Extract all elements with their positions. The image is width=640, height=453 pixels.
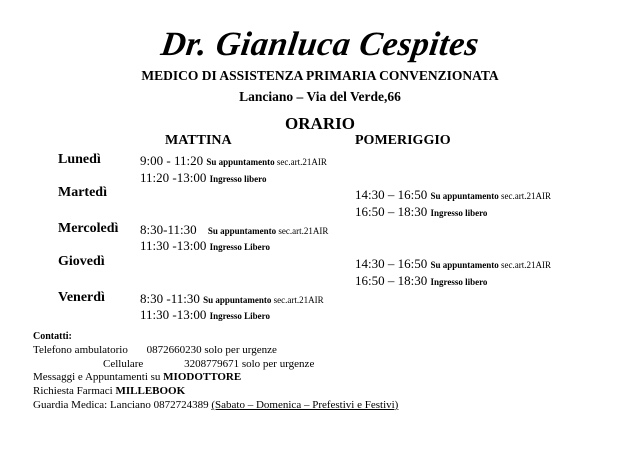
messages-text: Messaggi e Appuntamenti su: [33, 371, 161, 384]
office-address: Lanciano – Via del Verde,66: [239, 89, 401, 104]
slot-friday-2: [140, 307, 270, 323]
slot-time: 14:30 – 16:50: [355, 187, 428, 202]
phone-value: 0872660230 solo per urgenze: [146, 343, 277, 356]
day-wednesday: Mercoledì: [58, 221, 119, 236]
phone-line: [33, 344, 398, 358]
slot-note: Su appuntamento sec.art.21AIR: [207, 226, 329, 236]
doctor-name: Dr. Gianluca Cespites: [158, 26, 482, 63]
slot-time: 8:30 -11:30: [140, 291, 200, 306]
slot-tuesday-2: [355, 204, 487, 220]
pharmacy-text: Richiesta Farmaci: [33, 385, 113, 398]
mobile-label: Cellulare: [103, 357, 144, 370]
slot-note: Ingresso Libero: [209, 242, 271, 252]
day-tuesday: Martedì: [58, 185, 107, 200]
guard-days: (Sabato – Domenica – Prefestivi e Festivi): [211, 398, 399, 411]
mobile-value: 3208779671 solo per urgenze: [184, 357, 315, 370]
slot-monday-2: [140, 170, 267, 186]
slot-wednesday-2: [140, 238, 270, 254]
phone-label: Telefono ambulatorio: [33, 343, 128, 356]
slot-time: 11:30 -13:00: [140, 238, 207, 253]
contacts-label: Contatti:: [33, 331, 72, 342]
morning-header: MATTINA: [165, 133, 232, 148]
slot-note: Ingresso libero: [430, 208, 488, 218]
day-thursday: Giovedì: [58, 254, 105, 269]
messages-app: MIODOTTORE: [163, 371, 242, 384]
pharmacy-app: MILLEBOOK: [115, 385, 186, 398]
slot-time: 14:30 – 16:50: [355, 256, 428, 271]
slot-time: 11:30 -13:00: [140, 307, 207, 322]
slot-note: Ingresso libero: [430, 277, 488, 287]
day-monday: Lunedì: [58, 152, 101, 167]
slot-wednesday-1: [140, 222, 328, 238]
slot-note: Ingresso libero: [209, 174, 267, 184]
slot-note: Ingresso Libero: [209, 311, 271, 321]
guard-line: [33, 399, 398, 413]
slot-note: Su appuntamento sec.art.21AIR: [430, 260, 551, 270]
slot-note: Su appuntamento sec.art.21AIR: [206, 157, 327, 167]
slot-note: Su appuntamento sec.art.21AIR: [203, 295, 324, 305]
slot-time: 16:50 – 18:30: [355, 204, 428, 219]
slot-time: 9:00 - 11:20: [140, 153, 204, 168]
day-friday: Venerdì: [58, 290, 105, 305]
slot-time: 8:30-11:30: [140, 222, 197, 237]
guard-text: Guardia Medica: Lanciano 0872724389: [33, 398, 209, 411]
slot-time: 16:50 – 18:30: [355, 273, 428, 288]
messages-line: [33, 371, 398, 385]
slot-time: 11:20 -13:00: [140, 170, 207, 185]
slot-note: Su appuntamento sec.art.21AIR: [430, 191, 551, 201]
afternoon-header: POMERIGGIO: [355, 133, 451, 148]
slot-monday-1: [140, 153, 327, 169]
slot-tuesday-1: [355, 187, 551, 203]
doctor-role: MEDICO DI ASSISTENZA PRIMARIA CONVENZIONATA: [141, 68, 499, 83]
pharmacy-line: [33, 385, 398, 399]
slot-thursday-1: [355, 256, 551, 272]
slot-friday-1: [140, 291, 324, 307]
schedule-title: ORARIO: [285, 114, 355, 133]
mobile-line: [33, 358, 398, 372]
slot-thursday-2: [355, 273, 487, 289]
contacts-block: [33, 330, 398, 413]
